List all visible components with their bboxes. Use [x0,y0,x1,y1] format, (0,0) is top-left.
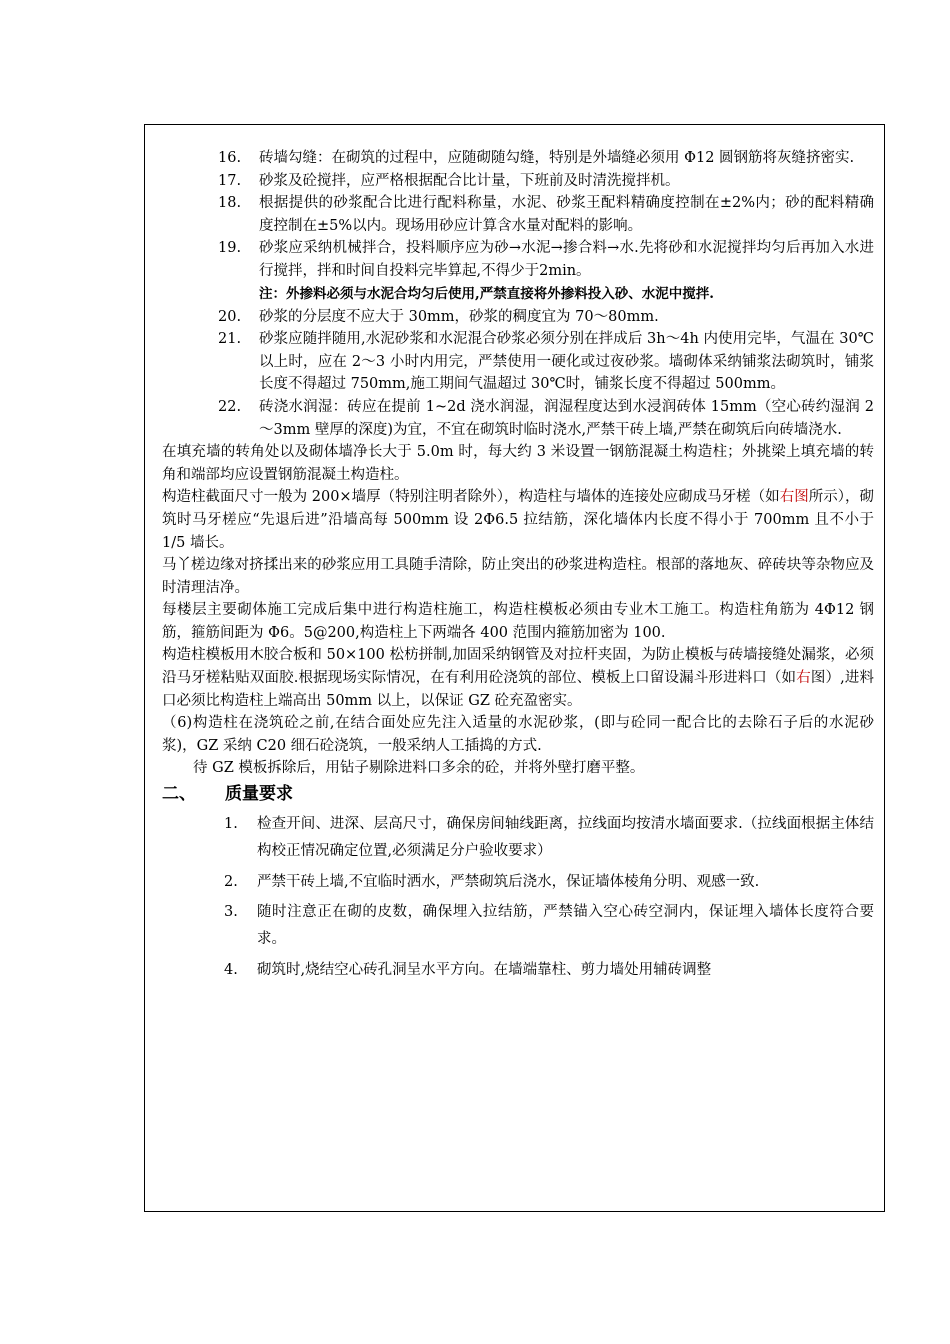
item-number: 2. [224,873,238,890]
paragraph-text: 图）,进料口必须比构造柱上端高出 50mm 以上，以保证 GZ 砼充盈密实。 [162,670,875,709]
item-text: 随时注意正在砌的皮数，确保埋入拉结筋，严禁锚入空心砖空洞内，保证埋入墙体长度符合要求。 [257,904,874,948]
item-number: 18. [218,195,242,212]
list-item [162,237,874,282]
section-number: 二、 [162,784,196,805]
paragraph: 待 GZ 模板拆除后，用钻子剔除进料口多余的砼，并将外壁打磨平整。 [193,760,645,777]
paragraph: （6)构造柱在浇筑砼之前,在结合面处应先注入适量的水泥砂浆，(即与砼同一配合比的去除石子后的水泥砂浆)，GZ 采纳 C20 细石砼浇筑，一般采纳人工插捣的方式. [162,715,874,754]
item-number: 17. [218,172,242,189]
item-text: 砖浇水润湿：砖应在提前 1~2d 浇水润湿，润湿程度达到水浸润砖体 15mm（空心砖约湿润 2～3mm 壁厚的深度)为宜，不宜在砌筑时临时浇水,严禁干砖上墙,严禁在砌筑后向砖墙浇水. [259,398,874,438]
list-item [162,869,874,896]
item-number: 20. [218,308,242,325]
list-item [162,170,874,193]
document-body [162,147,874,984]
item-number: 4. [224,962,238,979]
paragraph: 马丫槎边缘对挤揉出来的砂浆应用工具随手清除，防止突出的砂浆进构造柱。根部的落地灰、碎砖块等杂物应及时清理洁净。 [162,557,874,596]
mixing-note: 注：外掺料必须与水泥合均匀后使用,严禁直接将外掺料投入砂、水泥中搅拌. [259,285,714,302]
paragraph [162,644,874,712]
list-item [162,396,874,441]
item-text: 砂浆及砼搅拌，应严格根据配合比计量，下班前及时清洗搅拌机。 [259,172,680,189]
item-number: 3. [224,904,238,921]
list-item [162,957,874,984]
paragraph: 在填充墙的转角处以及砌体墙净长大于 5.0m 时，每大约 3 米设置一钢筋混凝土构造柱；外挑梁上填充墙的转角和端部均应设置钢筋混凝土构造柱。 [162,444,874,483]
paragraph-text: 所示），砌筑时马牙槎应“先退后进”沿墙高每 500mm 设 2Φ6.5 拉结筋，深化墙体内长度不得小于 700mm 且不小于 1/5 墙长。 [162,489,875,551]
section-title: 质量要求 [225,784,293,805]
list-item [162,147,874,170]
item-number: 19. [218,240,242,257]
paragraph: 每楼层主要砌体施工完成后集中进行构造柱施工，构造柱模板必须由专业木工施工。构造柱角筋为 4Φ12 钢筋，箍筋间距为 Φ6。5@200,构造柱上下两端各 400 范围内箍筋加密为 100. [162,602,874,641]
paragraph-text: 构造柱截面尺寸一般为 200×墙厚（特别注明者除外），构造柱与墙体的连接处应砌成马牙槎（如 [162,489,780,506]
paragraph-text: 构造柱模板用木胶合板和 50×100 松枋拼制,加固采纳钢管及对拉杆夹固，为防止模板与砖墙接缝处漏浆，必须沿马牙槎粘贴双面胶.根据现场实际情况，在有利用砼浇筑的部位、模板上口留设漏斗形进料口（如 [162,647,874,687]
list-item [162,899,874,953]
item-text: 根据提供的砂浆配合比进行配料称量，水泥、砂浆王配料精确度控制在±2%内；砂的配料精确度控制在±5%以内。现场用砂应计算含水量对配料的影响。 [259,195,874,234]
item-text: 砖墙勾缝：在砌筑的过程中，应随砌随勾缝，特别是外墙缝必须用 Φ12 圆钢筋将灰缝挤密实. [259,150,855,166]
item-number: 16. [218,150,242,166]
item-number: 22. [218,398,242,415]
list-item [162,192,874,237]
list-item [162,811,874,865]
item-text: 严禁干砖上墙,不宜临时洒水，严禁砌筑后浇水，保证墙体棱角分明、观感一致. [257,873,760,890]
item-text: 砂浆应采纳机械拌合，投料顺序应为砂→水泥→掺合料→水.先将砂和水泥搅拌均匀后再加入水进行搅拌，拌和时间自投料完毕算起,不得少于2min。 [259,240,874,279]
list-item [162,306,874,329]
item-text: 检查开间、进深、层高尺寸，确保房间轴线距离，拉线面均按清水墙面要求.（拉线面根据主体结构校正情况确定位置,必须满足分户验收要求） [257,816,874,859]
item-number: 1. [224,816,238,833]
paragraph [162,486,874,554]
section-heading [162,781,874,807]
item-text: 砂浆的分层度不应大于 30mm，砂浆的稠度宜为 70～80mm. [259,308,659,325]
figure-reference: 右 [796,670,811,687]
item-number: 21. [218,331,242,348]
item-text: 砌筑时,烧结空心砖孔洞呈水平方向。在墙端靠柱、剪力墙处用辅砖调整 [257,962,712,979]
content-frame [144,124,885,1212]
list-item [162,328,874,396]
item-text: 砂浆应随拌随用,水泥砂浆和水泥混合砂浆必须分别在拌成后 3h～4h 内使用完毕，气温在 30℃以上时，应在 2～3 小时内用完，严禁使用一硬化或过夜砂浆。墙砌体采纳铺浆法砌筑时，铺浆长度不得超过 750mm,施工期间气温超过 30℃时，铺浆长度不得超过 500mm。 [259,331,874,393]
figure-reference: 右图 [779,489,809,506]
